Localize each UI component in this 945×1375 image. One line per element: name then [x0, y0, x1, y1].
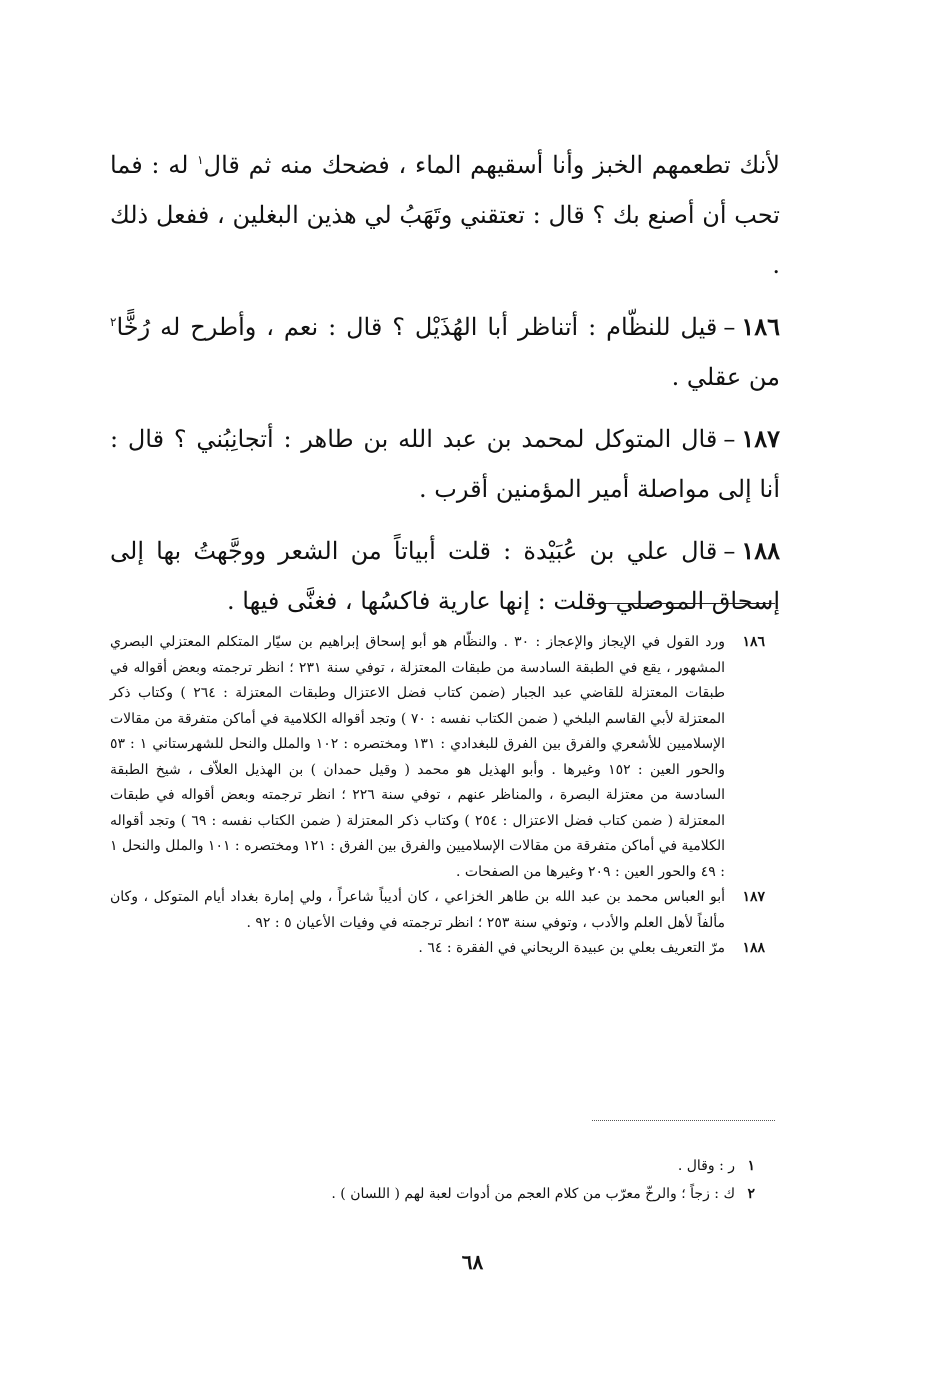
footnote-separator: [592, 603, 775, 604]
paragraph-187: [110, 414, 780, 514]
note-text: مرّ التعريف بعلي بن عبيدة الريحاني في الفقرة : ٦٤ .: [418, 940, 725, 956]
paragraph-number: ١٨٦: [741, 312, 780, 341]
paragraph-text: قال علي بن عُبَيْدة : قلت أبياتاً من الشعر ووجَّهتُ بها إلى إسحاق الموصلي وقلت : إنها عارية فاكسُها ، فغنَّى فيها .: [110, 537, 780, 615]
dash: –: [723, 537, 736, 565]
paragraph-186: [110, 302, 780, 402]
variant-marker: ١: [197, 153, 204, 167]
note-188: [110, 936, 765, 962]
variant-text: ر : وقال .: [677, 1158, 736, 1174]
paragraph-188: [110, 526, 780, 626]
paragraph-text: من عقلي .: [671, 363, 780, 391]
paragraph-number: ١٨٨: [741, 536, 780, 565]
textual-variants: [155, 1152, 755, 1208]
variants-separator: [592, 1120, 775, 1121]
variant-number: ٢: [747, 1186, 755, 1202]
variant-number: ١: [747, 1158, 755, 1174]
paragraph-text: قيل للنظّام : أتناظر أبا الهُذَيْل ؟ قال : نعم ، وأطرح له رُخًّا: [116, 313, 718, 341]
variant-1: [155, 1152, 755, 1180]
note-number: ١٨٦: [742, 634, 765, 650]
variant-2: [155, 1180, 755, 1208]
note-number: ١٨٧: [742, 889, 765, 905]
variant-marker: ٢: [110, 315, 117, 329]
note-text: أبو العباس محمد بن عبد الله بن طاهر الخزاعي ، كان أديباً شاعراً ، ولي إمارة بغداد أيام المتوكل ، وكان مألفاً لأهل العلم والأدب ، وتوفي سنة ٢٥٣ ؛ انظر ترجمته في وفيات الأعيان ٥ : ٩٢ .: [110, 889, 725, 931]
paragraph-text: لأنك تطعمهم الخبز وأنا أسقيهم الماء ، فضحك منه ثم قال: [203, 151, 780, 179]
paragraph-text: له : فما تحب أن أصنع بك ؟ قال : تعتقني وتَهَبُ لي هذين البغلين ، ففعل ذلك .: [110, 151, 780, 279]
paragraph-number: ١٨٧: [741, 424, 780, 453]
note-number: ١٨٨: [742, 940, 765, 956]
paragraph-text: قال المتوكل لمحمد بن عبد الله بن طاهر : أتجانِبُني ؟ قال : أنا إلى مواصلة أمير المؤمنين أقرب .: [110, 425, 780, 503]
note-text: ورد القول في الإيجاز والإعجاز : ٣٠ . والنظّام هو أبو إسحاق إبراهيم بن سيّار المتكلم المعتزلي البصري المشهور ، يقع في الطبقة السادسة من طبقات المعتزلة ، توفي سنة ٢٣١ ؛ انظر ترجمته وبعض أقواله في طبقات المعتزلة للقاضي عبد الجبار (ضمن كتاب فضل الاعتزال وطبقات المعتزلة : ٢٦٤ ) وكتاب ذكر المعتزلة لأبي القاسم البلخي ( ضمن الكتاب نفسه : ٧٠ ) وتجد أقواله الكلامية في أماكن متفرقة من مقالات الإسلاميين للأشعري والفرق بين الفرق للبغدادي : ١٣١ ومختصره : ١٠٢ والملل والنحل للشهرستاني ١ : ٥٣ والحور العين : ١٥٢ وغيرها . وأبو الهذيل هو محمد ( وقيل حمدان ) بن الهذيل العلاّف ، شيخ الطبقة السادسة من معتزلة البصرة ، والمناظر عنهم ، توفي سنة ٢٢٦ ؛ انظر ترجمته وبعض أقواله في طبقات المعتزلة ( ضمن كتاب فضل الاعتزال : ٢٥٤ ) وكتاب ذكر المعتزلة ( ضمن الكتاب نفسه : ٦٩ ) وتجد أقواله الكلامية في أماكن متفرقة من مقالات الإسلاميين والفرق بين الفرق : ١٢١ ومختصره : ١٠١ والملل والنحل ١ : ٤٩ والحور العين : ٢٠٩ وغيرها من الصفحات .: [110, 634, 726, 880]
dash: –: [723, 313, 736, 341]
variant-text: ك : زجاً ؛ والرخّ معرّب من كلام العجم من أدوات لعبة لهم ( اللسان ) .: [331, 1186, 736, 1202]
main-text: [110, 140, 780, 638]
note-186: [110, 630, 765, 885]
dash: –: [723, 425, 736, 453]
note-187: [110, 885, 765, 936]
commentary-notes: [110, 630, 765, 962]
paragraph-continuation: [110, 140, 780, 290]
page-number: ٦٨: [461, 1250, 484, 1274]
